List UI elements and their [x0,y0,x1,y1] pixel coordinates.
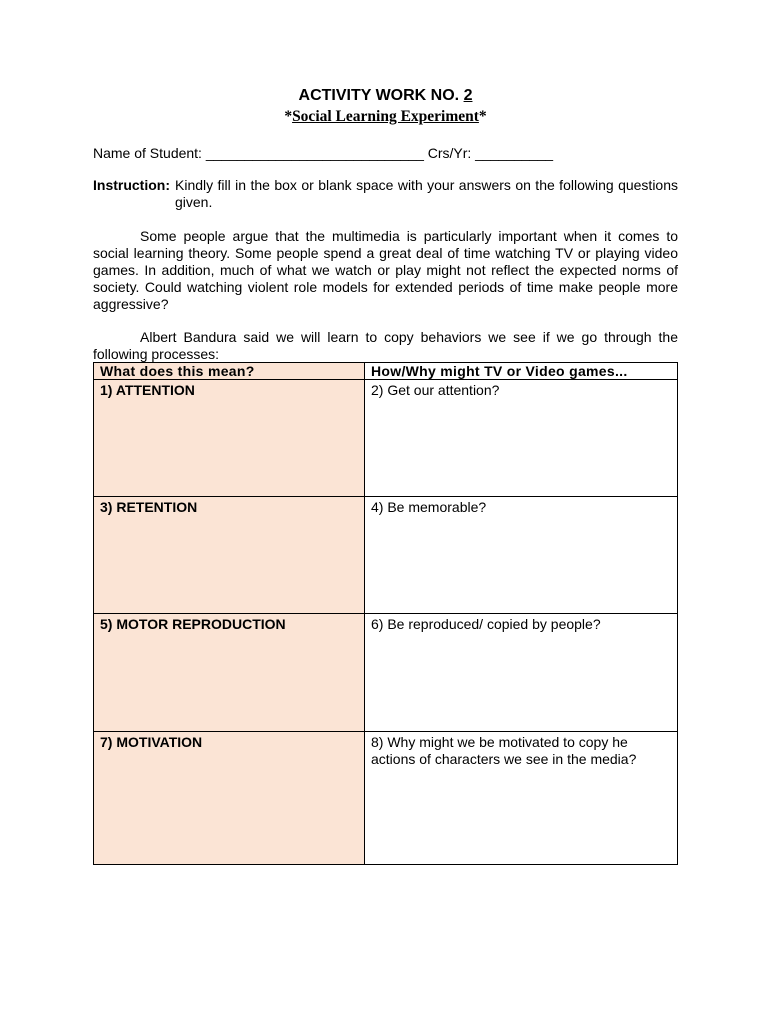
header-how-why: How/Why might TV or Video games... [365,363,678,380]
row-label: 3) RETENTION [100,499,198,515]
header-meaning: What does this mean? [94,363,365,380]
answer-cell-attention[interactable] [94,380,365,497]
activity-number: 2 [463,87,473,104]
answer-table [93,362,678,865]
table-row [94,732,678,865]
title-prefix: ACTIVITY WORK NO. [298,87,464,104]
subtitle-star-right: * [478,108,487,125]
subtitle-text: Social Learning Experiment [292,108,479,125]
row-question: 8) Why might we be motivated to copy he actions of characters we see in the media? [371,734,637,767]
page-title [93,87,678,105]
instruction-block [93,177,678,211]
row-question: 2) Get our attention? [371,382,500,398]
table-row [94,380,678,497]
subtitle-star-left: * [284,108,293,125]
row-question: 6) Be reproduced/ copied by people? [371,616,601,632]
row-label: 1) ATTENTION [100,382,195,398]
answer-cell-motivated[interactable] [365,732,678,865]
answer-cell-get-attention[interactable] [365,380,678,497]
row-label: 7) MOTIVATION [100,734,203,750]
page-subtitle [93,108,678,126]
student-name-line[interactable]: Name of Student: ____________________________ Crs/Yr: __________ [93,145,554,161]
instruction-text: Kindly fill in the box or blank space with your answers on the following questions given. [175,177,678,210]
answer-cell-retention[interactable] [94,497,365,614]
table-row [94,497,678,614]
answer-cell-motor-reproduction[interactable] [94,614,365,732]
table-header-row [94,363,678,380]
answer-cell-reproduced[interactable] [365,614,678,732]
row-label: 5) MOTOR REPRODUCTION [100,616,286,632]
answer-cell-motivation[interactable] [94,732,365,865]
intro-paragraph: Some people argue that the multimedia is particularly important when it comes to social learning theory. Some people spend a great deal of time watching TV or playing video games. In addition, much of what we watch or play might not reflect the expected norms of society. Could watching violent role models for extended periods of time make people more aggressive? [93,228,678,312]
bandura-paragraph: Albert Bandura said we will learn to copy behaviors we see if we go through the following processes: [93,329,678,362]
table-row [94,614,678,732]
instruction-label: Instruction: [93,177,170,193]
answer-cell-memorable[interactable] [365,497,678,614]
row-question: 4) Be memorable? [371,499,487,515]
